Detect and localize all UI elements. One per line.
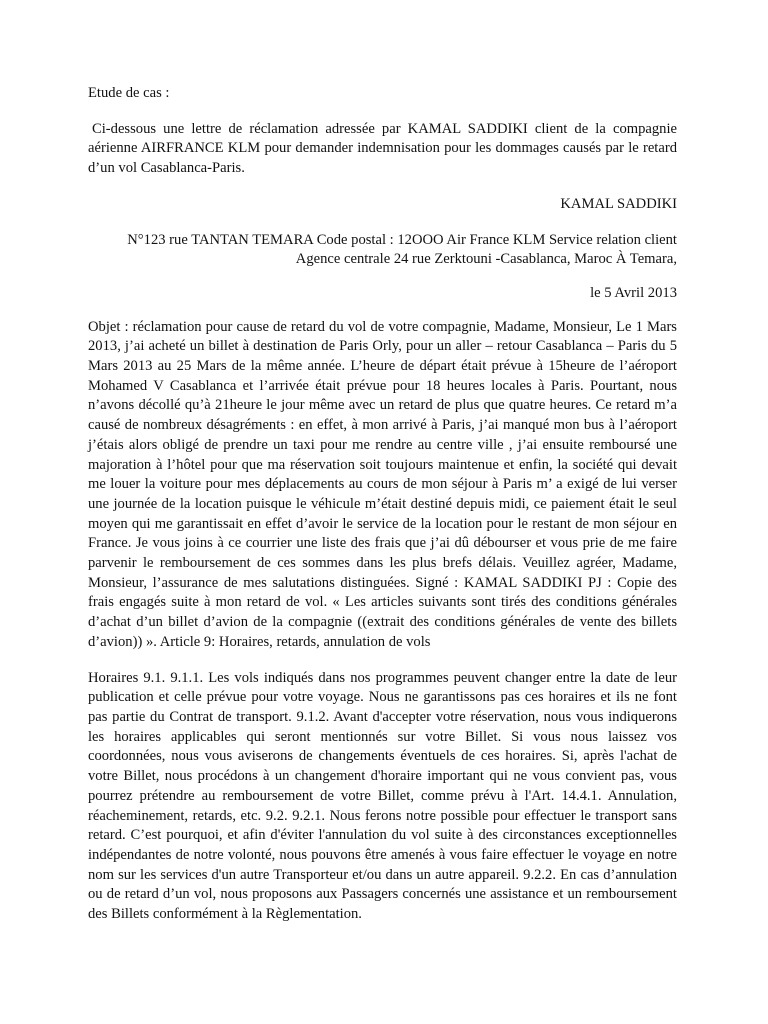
letter-date: le 5 Avril 2013 xyxy=(590,284,677,301)
letter-body: Objet : réclamation pour cause de retard du vol de votre compagnie, Madame, Monsieur, Le 1 Mars 2013, j’ai acheté un billet à destination de Paris Orly, pour un aller – retour Casablanca – Paris du 5 Mars 2013 au 25 Mars de la même année. L’heure de départ était prévue à 15heure de l’aéroport Mohamed V Casablanca et l’arrivée était prévue pour 18 heures locales à Paris. Pourtant, nous n’avons décollé qu’à 21heure le jour même avec un retard de plus que quatre heures. Ce retard m’a causé de nombreux désagréments : en effet, à mon arrivé à Paris, j’ai manqué mon bus à l’aéroport j’étais alors obligé de prendre un taxi pour me rendre au centre ville , j’ai ensuite remboursé une majoration à l’hôtel pour que ma réservation soit toujours maintenue et enfin, la société qui devait me louer la voiture pour mes déplacements au cours de mon séjour à Paris m’ a exigé de lui verser une journée de la location puisque le véhicule m’était destiné depuis midi, ce paiement était le seul moyen qui me garantissait en effet d’avoir le service de la location pour le restant de mon séjour en France. Je vous joins à ce courrier une liste des frais que j’ai dû débourser et vous prie de me faire parvenir le remboursement de ces sommes dans les plus brefs délais. Veuillez agréer, Madame, Monsieur, l’assurance de mes salutations distinguées. Signé : KAMAL SADDIKI PJ : Copie des frais engagés suite à mon retard de vol. « Les articles suivants sont tirés des conditions générales d’achat d’un billet d’avion de la compagnie ((extrait des conditions générales de vente des billets d’avion)) ». Article 9: Horaires, retards, annulation de vols xyxy=(88,318,677,650)
address-block: N°123 rue TANTAN TEMARA Code postal : 12OOO Air France KLM Service relation client Agence centrale 24 rue Zerktouni -Casablanca, Maroc À Temara, xyxy=(127,231,677,268)
article-text: Horaires 9.1. 9.1.1. Les vols indiqués dans nos programmes peuvent changer entre la date de leur publication et celle prévue pour votre voyage. Nous ne garantissons pas ces horaires et ils ne font pas partie du Contrat de transport. 9.1.2. Avant d'accepter votre réservation, nous vous indiquerons les horaires applicables qui seront mentionnés sur votre Billet. Si vous nous laissez vos coordonnées, nous vous aviserons de changements éventuels de ces horaires. Si, après l'achat de votre Billet, nous procédons à un changement d'horaire important qui ne vous convient pas, vous pourrez prétendre au remboursement de votre Billet, comme prévu à l'Art. 14.4.1. Annulation, réacheminement, retards, etc. 9.2. 9.2.1. Nous ferons notre possible pour effectuer le transport sans retard. C’est pourquoi, et afin d'éviter l'annulation du vol suite à des circonstances exceptionnelles indépendantes de notre volonté, nous pouvons être amenés à vous faire effectuer le voyage en notre nom sur les services d'un autre Transporteur et/ou dans un autre appareil. 9.2.2. En cas d’annulation ou de retard d’un vol, nous proposons aux Passagers concernés une assistance et un remboursement des Billets conformément à la Règlementation. xyxy=(88,669,677,923)
sender-name: KAMAL SADDIKI xyxy=(560,195,677,212)
case-study-heading: Etude de cas : xyxy=(88,85,170,101)
document-page xyxy=(88,84,677,941)
intro-paragraph: Ci-dessous une lettre de réclamation adressée par KAMAL SADDIKI client de la compagnie aérienne AIRFRANCE KLM pour demander indemnisation pour les dommages causés par le retard d’un vol Casablanca-Paris. xyxy=(88,120,677,177)
